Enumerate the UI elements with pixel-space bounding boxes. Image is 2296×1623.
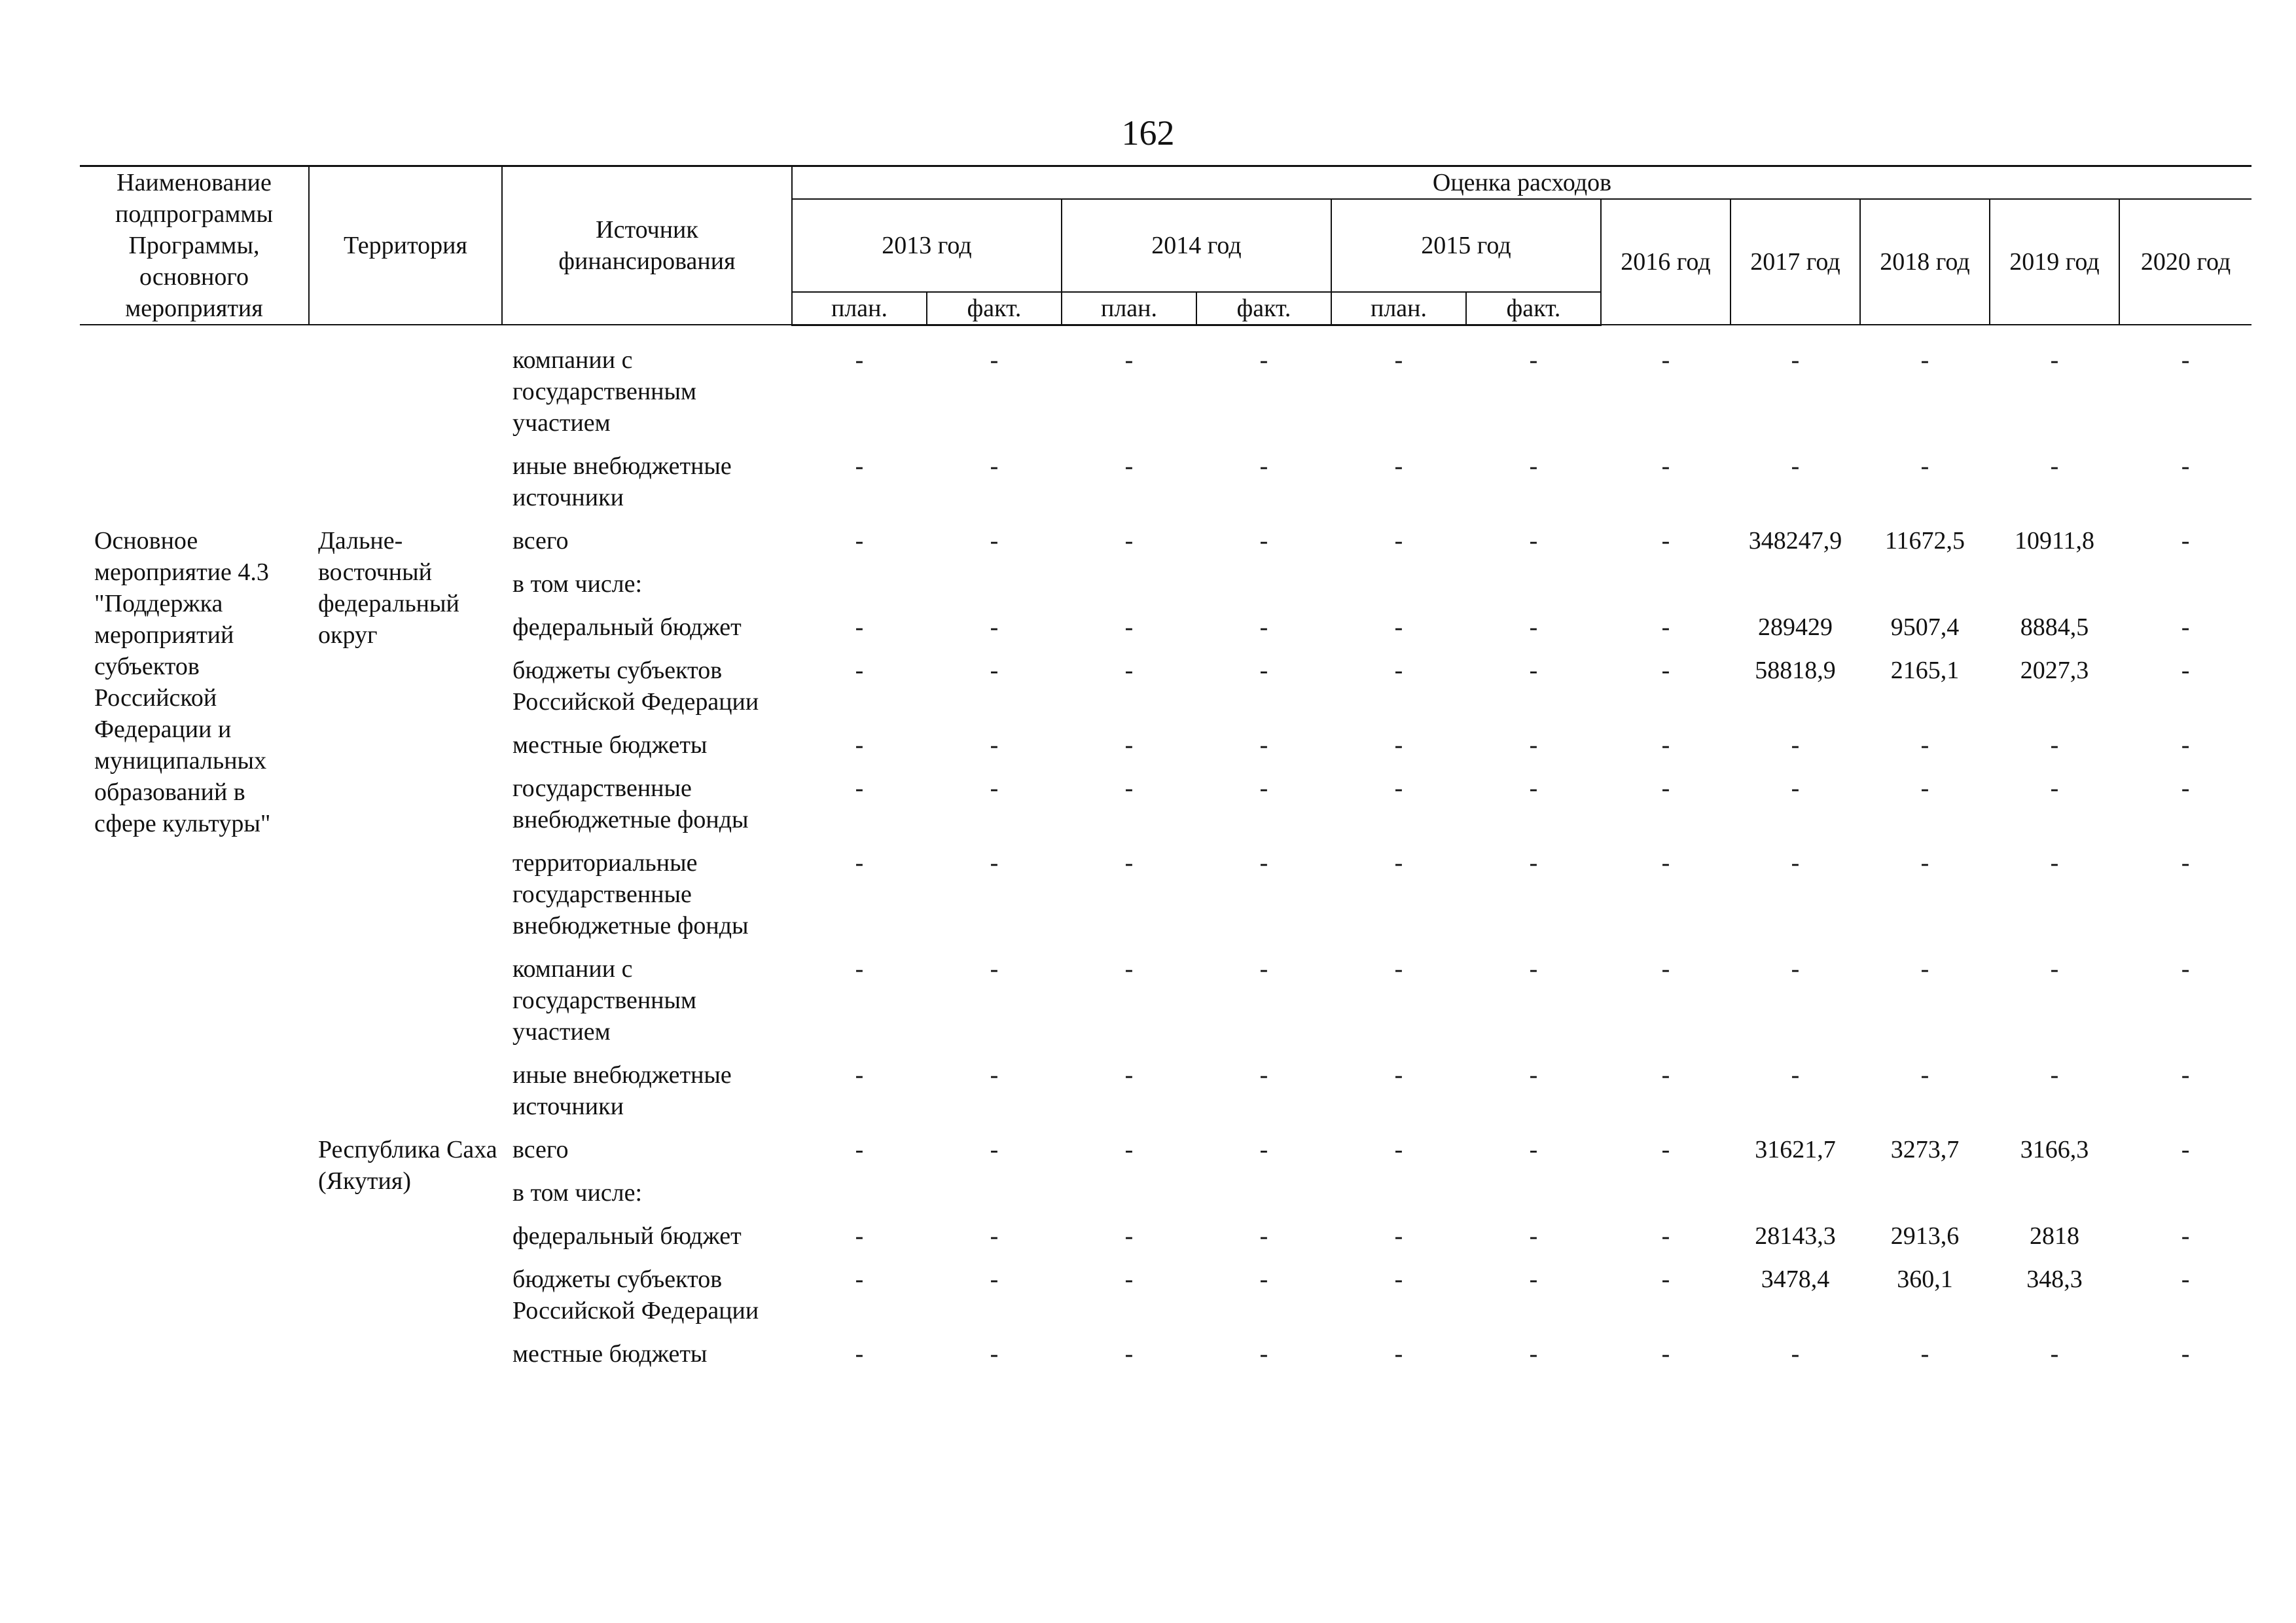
value-cell: -: [2181, 848, 2190, 877]
value-cell: -: [990, 1340, 999, 1368]
value-cell: -: [1259, 731, 1268, 759]
value-cell: -: [1661, 526, 1670, 555]
value-cell: -: [1394, 1265, 1403, 1293]
value-cell: -: [1791, 346, 1800, 374]
value-cell: -: [2050, 774, 2059, 802]
value-cell: -: [2181, 526, 2190, 555]
value-cell: -: [1920, 346, 1929, 374]
value-cell: -: [1661, 774, 1670, 802]
value-cell: -: [1661, 1340, 1670, 1368]
value-cell: -: [855, 1222, 864, 1250]
value-cell: -: [1394, 1135, 1403, 1163]
value-cell: -: [990, 526, 999, 555]
header-2019: 2019 год: [1990, 199, 2119, 325]
header-2017: 2017 год: [1731, 199, 1860, 325]
value-cell: -: [990, 955, 999, 983]
value-cell: -: [1920, 955, 1929, 983]
value-cell: 8884,5: [2020, 613, 2089, 641]
value-cell: -: [1259, 613, 1268, 641]
value-cell: -: [1259, 848, 1268, 877]
value-cell: -: [1259, 774, 1268, 802]
value-cell: -: [2050, 848, 2059, 877]
value-cell: -: [1661, 656, 1670, 684]
value-cell: -: [1791, 452, 1800, 480]
value-cell: [1331, 1172, 1466, 1215]
source-cell: федеральный бюджет: [512, 613, 742, 641]
value-cell: -: [1124, 1265, 1134, 1293]
value-cell: -: [1529, 955, 1538, 983]
source-cell: в том числе:: [512, 570, 643, 598]
value-cell: -: [1124, 613, 1134, 641]
value-cell: -: [1394, 613, 1403, 641]
value-cell: [1196, 1172, 1331, 1215]
value-cell: -: [1394, 526, 1403, 555]
value-cell: -: [1661, 731, 1670, 759]
value-cell: -: [1394, 1061, 1403, 1089]
table-row: [80, 1129, 2251, 1172]
value-cell: [792, 563, 927, 606]
value-cell: -: [1124, 731, 1134, 759]
value-cell: -: [1920, 731, 1929, 759]
page-number: 162: [1121, 113, 1175, 153]
value-cell: -: [1791, 1340, 1800, 1368]
value-cell: -: [1791, 1061, 1800, 1089]
value-cell: 11672,5: [1884, 526, 1965, 555]
value-cell: 2027,3: [2020, 656, 2089, 684]
value-cell: [927, 563, 1062, 606]
value-cell: -: [1920, 848, 1929, 877]
value-cell: -: [2181, 346, 2190, 374]
value-cell: [1196, 563, 1331, 606]
value-cell: -: [1124, 346, 1134, 374]
value-cell: [1466, 1172, 1601, 1215]
source-cell: бюджеты субъектов Российской Федерации: [512, 656, 759, 716]
value-cell: 28143,3: [1755, 1222, 1836, 1250]
table-row: [80, 520, 2251, 563]
value-cell: 348247,9: [1748, 526, 1842, 555]
event-name-cell: Основное мероприятие 4.3 "Поддержка мероприятий субъектов Российской Федерации и муниципальных образований в сфере культуры": [94, 526, 271, 837]
header-fact-2013: факт.: [927, 292, 1062, 325]
value-cell: 9507,4: [1890, 613, 1960, 641]
value-cell: -: [990, 656, 999, 684]
value-cell: -: [1124, 955, 1134, 983]
value-cell: -: [1259, 1265, 1268, 1293]
value-cell: -: [990, 452, 999, 480]
header-territory: Территория: [309, 166, 502, 325]
value-cell: [1466, 563, 1601, 606]
value-cell: -: [1394, 955, 1403, 983]
value-cell: [927, 1172, 1062, 1215]
header-estimate: Оценка расходов: [792, 166, 2251, 200]
value-cell: [1062, 1172, 1196, 1215]
value-cell: [1990, 1172, 2119, 1215]
value-cell: -: [1529, 731, 1538, 759]
value-cell: -: [1661, 955, 1670, 983]
value-cell: -: [990, 848, 999, 877]
value-cell: -: [2181, 1340, 2190, 1368]
value-cell: -: [1124, 1222, 1134, 1250]
value-cell: [1731, 1172, 1860, 1215]
value-cell: [1062, 563, 1196, 606]
value-cell: -: [1394, 731, 1403, 759]
value-cell: -: [855, 346, 864, 374]
value-cell: -: [2181, 1265, 2190, 1293]
value-cell: -: [1394, 452, 1403, 480]
header-2016: 2016 год: [1601, 199, 1731, 325]
value-cell: -: [1791, 955, 1800, 983]
value-cell: -: [2181, 613, 2190, 641]
value-cell: -: [1661, 1222, 1670, 1250]
value-cell: 289429: [1758, 613, 1833, 641]
value-cell: -: [1529, 656, 1538, 684]
value-cell: -: [2181, 1061, 2190, 1089]
header-2018: 2018 год: [1860, 199, 1990, 325]
value-cell: -: [1791, 731, 1800, 759]
value-cell: -: [1529, 613, 1538, 641]
value-cell: -: [990, 1265, 999, 1293]
value-cell: [792, 1172, 927, 1215]
value-cell: -: [1529, 1061, 1538, 1089]
value-cell: 2165,1: [1890, 656, 1960, 684]
source-cell: всего: [512, 1135, 569, 1163]
value-cell: -: [2050, 1061, 2059, 1089]
value-cell: -: [1661, 346, 1670, 374]
value-cell: -: [1124, 848, 1134, 877]
value-cell: -: [855, 1135, 864, 1163]
value-cell: [1331, 563, 1466, 606]
value-cell: 3478,4: [1761, 1265, 1830, 1293]
value-cell: -: [855, 526, 864, 555]
source-cell: компании с государственным участием: [512, 346, 697, 437]
territory-cell: Республика Саха (Якутия): [318, 1135, 497, 1195]
value-cell: 3166,3: [2020, 1135, 2089, 1163]
value-cell: 2913,6: [1890, 1222, 1960, 1250]
value-cell: -: [990, 1222, 999, 1250]
table-row: [80, 339, 2251, 445]
value-cell: -: [2181, 1222, 2190, 1250]
value-cell: -: [1259, 1222, 1268, 1250]
header-plan-2013: план.: [792, 292, 927, 325]
source-cell: территориальные государственные внебюджетные фонды: [512, 848, 749, 939]
territory-cell: [309, 339, 502, 445]
value-cell: -: [1124, 1135, 1134, 1163]
value-cell: -: [1124, 774, 1134, 802]
event-name-cell: [80, 1215, 309, 1258]
value-cell: -: [2181, 656, 2190, 684]
value-cell: -: [1920, 1340, 1929, 1368]
event-name-cell: [80, 339, 309, 445]
value-cell: -: [1920, 1061, 1929, 1089]
value-cell: [1731, 563, 1860, 606]
header-plan-2015: план.: [1331, 292, 1466, 325]
value-cell: -: [990, 1135, 999, 1163]
value-cell: -: [1259, 1061, 1268, 1089]
value-cell: [2119, 1172, 2251, 1215]
value-cell: -: [1661, 1061, 1670, 1089]
value-cell: -: [1124, 656, 1134, 684]
value-cell: [1990, 563, 2119, 606]
source-cell: местные бюджеты: [512, 1340, 708, 1368]
value-cell: [1601, 563, 1731, 606]
territory-cell: [309, 445, 502, 520]
value-cell: -: [1791, 848, 1800, 877]
value-cell: 2818: [2030, 1222, 2079, 1250]
value-cell: -: [990, 731, 999, 759]
value-cell: -: [1529, 1340, 1538, 1368]
value-cell: -: [1529, 346, 1538, 374]
value-cell: -: [2050, 731, 2059, 759]
value-cell: -: [1394, 1340, 1403, 1368]
value-cell: -: [1661, 1265, 1670, 1293]
table-header: [80, 166, 2251, 325]
expense-table: [80, 165, 2251, 1376]
source-cell: местные бюджеты: [512, 731, 708, 759]
value-cell: [1860, 563, 1990, 606]
value-cell: -: [1529, 1135, 1538, 1163]
value-cell: 360,1: [1897, 1265, 1953, 1293]
value-cell: -: [1259, 955, 1268, 983]
source-cell: государственные внебюджетные фонды: [512, 774, 749, 833]
territory-cell: Дальне-восточный федеральный округ: [318, 526, 459, 649]
header-2013: 2013 год: [792, 199, 1062, 292]
value-cell: 10911,8: [2014, 526, 2095, 555]
value-cell: -: [1394, 346, 1403, 374]
source-cell: федеральный бюджет: [512, 1222, 742, 1250]
value-cell: 31621,7: [1755, 1135, 1836, 1163]
value-cell: -: [1394, 1222, 1403, 1250]
value-cell: -: [1529, 1265, 1538, 1293]
value-cell: -: [1124, 1340, 1134, 1368]
value-cell: -: [1394, 848, 1403, 877]
value-cell: -: [990, 346, 999, 374]
source-cell: бюджеты субъектов Российской Федерации: [512, 1265, 759, 1324]
event-name-cell: [80, 1129, 309, 1172]
value-cell: -: [1259, 1135, 1268, 1163]
value-cell: -: [855, 774, 864, 802]
value-cell: -: [1259, 656, 1268, 684]
value-cell: -: [1661, 452, 1670, 480]
value-cell: -: [2181, 774, 2190, 802]
value-cell: -: [990, 774, 999, 802]
value-cell: -: [855, 731, 864, 759]
spacer: [80, 325, 2251, 339]
value-cell: 3273,7: [1890, 1135, 1960, 1163]
value-cell: -: [1259, 526, 1268, 555]
value-cell: -: [1124, 452, 1134, 480]
value-cell: -: [1529, 848, 1538, 877]
source-cell: иные внебюджетные источники: [512, 1061, 732, 1120]
value-cell: -: [1529, 1222, 1538, 1250]
header-plan-2014: план.: [1062, 292, 1196, 325]
value-cell: -: [1124, 1061, 1134, 1089]
value-cell: -: [2050, 346, 2059, 374]
value-cell: [1601, 1172, 1731, 1215]
header-2015: 2015 год: [1331, 199, 1601, 292]
value-cell: -: [855, 848, 864, 877]
header-fact-2014: факт.: [1196, 292, 1331, 325]
header-fact-2015: факт.: [1466, 292, 1601, 325]
value-cell: 348,3: [2026, 1265, 2083, 1293]
value-cell: -: [1529, 526, 1538, 555]
value-cell: -: [2050, 452, 2059, 480]
value-cell: -: [855, 613, 864, 641]
value-cell: -: [855, 656, 864, 684]
value-cell: -: [855, 955, 864, 983]
value-cell: -: [1920, 774, 1929, 802]
source-cell: компании с государственным участием: [512, 955, 697, 1046]
table-row: [80, 445, 2251, 520]
event-name-cell: [80, 445, 309, 520]
value-cell: [1860, 1172, 1990, 1215]
header-name: Наименование подпрограммы Программы, основного мероприятия: [80, 166, 309, 325]
source-cell: в том числе:: [512, 1178, 643, 1207]
value-cell: -: [855, 1340, 864, 1368]
value-cell: -: [855, 1061, 864, 1089]
header-2014: 2014 год: [1062, 199, 1331, 292]
header-2020: 2020 год: [2119, 199, 2251, 325]
value-cell: -: [1394, 656, 1403, 684]
value-cell: [2119, 563, 2251, 606]
value-cell: -: [1394, 774, 1403, 802]
value-cell: -: [1661, 613, 1670, 641]
value-cell: -: [2181, 731, 2190, 759]
header-source: Источник финансирования: [502, 166, 792, 325]
value-cell: -: [2050, 955, 2059, 983]
value-cell: -: [2181, 452, 2190, 480]
value-cell: -: [1124, 526, 1134, 555]
value-cell: -: [990, 613, 999, 641]
event-name-cell: [80, 1333, 309, 1376]
value-cell: -: [1259, 346, 1268, 374]
source-cell: всего: [512, 526, 569, 555]
event-name-cell: [80, 1258, 309, 1333]
value-cell: -: [1920, 452, 1929, 480]
value-cell: -: [855, 452, 864, 480]
value-cell: -: [2050, 1340, 2059, 1368]
table-body: [80, 325, 2251, 1376]
value-cell: -: [1791, 774, 1800, 802]
value-cell: -: [1259, 1340, 1268, 1368]
value-cell: -: [1529, 452, 1538, 480]
value-cell: -: [1529, 774, 1538, 802]
value-cell: -: [1259, 452, 1268, 480]
event-name-cell: [80, 1172, 309, 1215]
value-cell: -: [2181, 955, 2190, 983]
value-cell: -: [1661, 1135, 1670, 1163]
value-cell: -: [1661, 848, 1670, 877]
value-cell: 58818,9: [1755, 656, 1836, 684]
value-cell: -: [855, 1265, 864, 1293]
value-cell: -: [990, 1061, 999, 1089]
source-cell: иные внебюджетные источники: [512, 452, 732, 511]
value-cell: -: [2181, 1135, 2190, 1163]
